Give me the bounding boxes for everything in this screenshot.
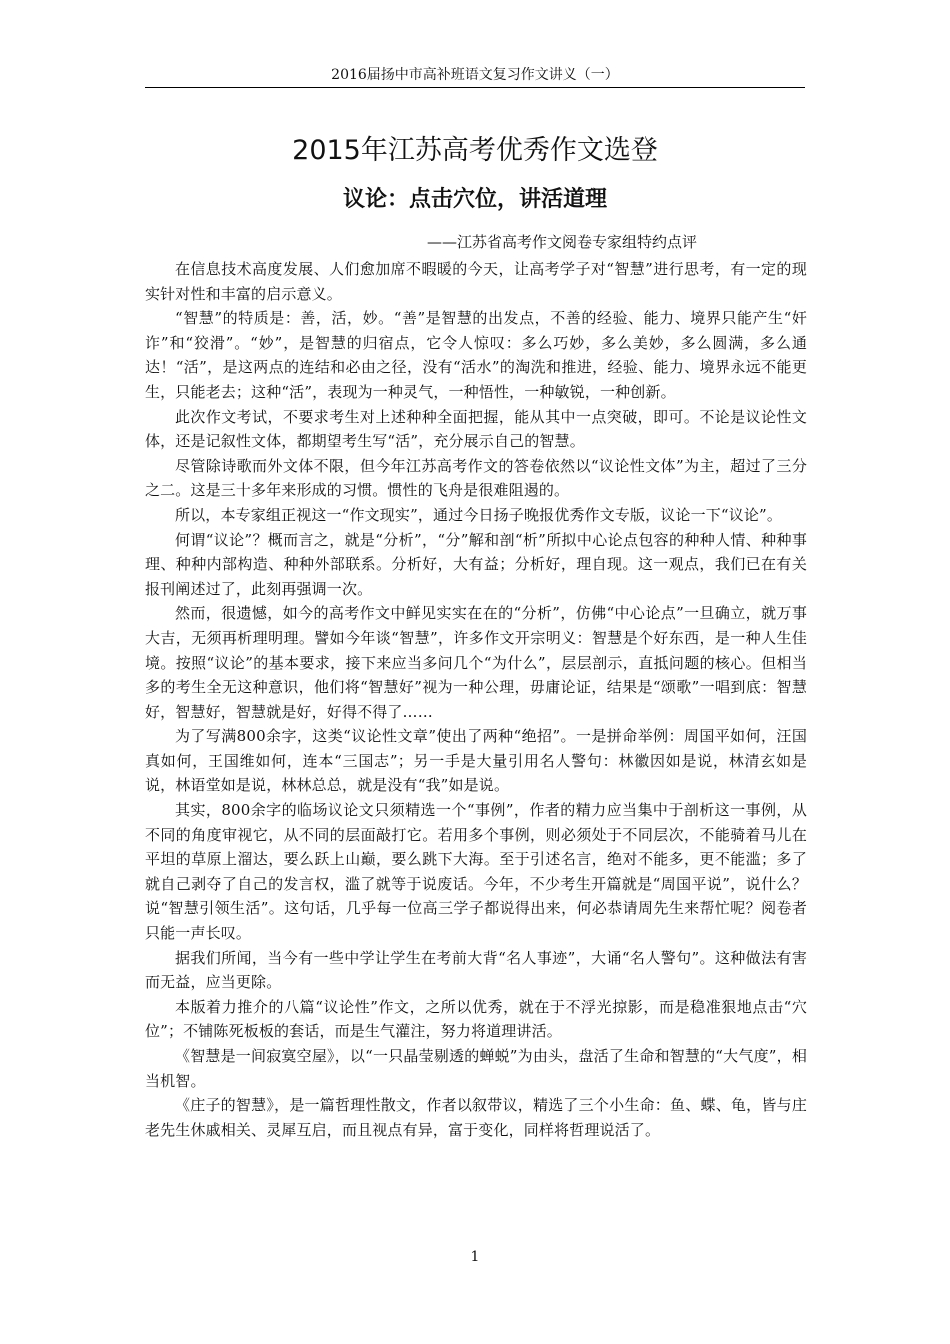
body-paragraph: 所以，本专家组正视这一“作文现实”，通过今日扬子晚报优秀作文专版，议论一下“议论”。 <box>175 505 782 524</box>
body-paragraph: 尽管除诗歌而外文体不限，但今年江苏高考作文的答卷依然以“议论性文体”为主，超过了三分之二。这是三十多年来形成的习惯。惯性的飞舟是很难阻遏的。 <box>145 456 807 500</box>
body-paragraph: 此次作文考试，不要求考生对上述种种全面把握，能从其中一点突破，即可。不论是议论性文体，还是记叙性文体，都期望考生写“活”，充分展示自己的智慧。 <box>145 407 807 451</box>
header-divider <box>145 87 805 88</box>
body-paragraph: 本版着力推介的八篇“议论性”作文，之所以优秀，就在于不浮光掠影，而是稳准狠地点击“穴位”；不铺陈死板板的套话，而是生气灌注，努力将道理讲活。 <box>145 997 807 1041</box>
body-paragraph: 然而，很遗憾，如今的高考作文中鲜见实实在在的“分析”，仿佛“中心论点”一旦确立，就万事大吉，无须再析理明理。譬如今年谈“智慧”，许多作文开宗明义：智慧是个好东西，是一种人生佳境。按照“议论”的基本要求，接下来应当多问几个“为什么”，层层剖示，直抵问题的核心。但相当多的考生全无这种意识，他们将“智慧好”视为一种公理，毋庸论证，结果是“颂歌”一唱到底：智慧好，智慧好，智慧就是好，好得不得了…… <box>145 604 807 721</box>
body-paragraph: 《庄子的智慧》，是一篇哲理性散文，作者以叙带议，精选了三个小生命：鱼、蝶、龟，皆与庄老先生休戚相关、灵犀互启，而且视点有异，富于变化，同样将哲理说活了。 <box>145 1096 807 1139</box>
body-paragraph: 何谓“议论”？概而言之，就是“分析”，“分”解和剖“析”所拟中心论点包容的种种人情、种种事理、种种内部构造、种种外部联系。分析好，大有益；分析好，理自现。这一观点，我们已在有关报刊阐述过了，此刻再强调一次。 <box>145 530 807 598</box>
body-paragraph: 在信息技术高度发展、人们愈加席不暇暖的今天，让高考学子对“智慧”进行思考，有一定的现实针对性和丰富的启示意义。 <box>145 260 807 303</box>
body-paragraph: 据我们所闻，当今有一些中学让学生在考前大背“名人事迹”，大诵“名人警句”。这种做法有害而无益，应当更除。 <box>145 948 807 992</box>
body-paragraph: 为了写满800余字，这类“议论性文章”使出了两种“绝招”。一是拼命举例：周国平如何，汪国真如何，王国维如何，连本“三国志”；另一手是大量引用名人警句：林徽因如是说，林清玄如是说，林语堂如是说，林林总总，就是没有“我”如是说。 <box>145 727 807 795</box>
body-paragraph: 其实，800余字的临场议论文只须精选一个“事例”，作者的精力应当集中于剖析这一事例，从不同的角度审视它，从不同的层面敲打它。若用多个事例，则必须处于不同层次，不能骑着马儿在平坦的草原上溜达，要么跃上山巅，要么跳下大海。至于引述名言，绝对不能多，更不能滥；多了就自己剥夺了自己的发言权，滥了就等于说废话。今年，不少考生开篇就是“周国平说”，说什么？说“智慧引领生活”。这句话，几乎每一位高三学子都说得出来，何必恭请周先生来帮忙呢？阅卷者只能一声长叹。 <box>145 801 807 943</box>
article-body <box>145 257 807 1142</box>
page-number: 1 <box>470 1249 480 1265</box>
body-paragraph: “智慧”的特质是：善，活，妙。“善”是智慧的出发点，不善的经验、能力、境界只能产生“奸诈”和“狡滑”。“妙”，是智慧的归宿点，它令人惊叹：多么巧妙，多么美妙，多么圆满，多么通达！“活”，是这两点的连结和必由之径，没有“活水”的淘洗和推进，经验、能力、境界永远不能更生，只能老去；这种“活”，表现为一种灵气，一种悟性，一种敏锐，一种创新。 <box>145 309 807 401</box>
running-header: 2016届扬中市高补班语文复习作文讲义（一） <box>331 67 619 83</box>
article-byline: ——江苏省高考作文阅卷专家组特约点评 <box>427 233 698 251</box>
article-subtitle: 议论：点击穴位，讲活道理 <box>342 187 607 212</box>
article-title: 2015年江苏高考优秀作文选登 <box>292 135 658 166</box>
body-paragraph: 《智慧是一间寂寞空屋》，以“一只晶莹剔透的蝉蜕”为由头，盘活了生命和智慧的“大气度”，相当机智。 <box>145 1047 807 1090</box>
